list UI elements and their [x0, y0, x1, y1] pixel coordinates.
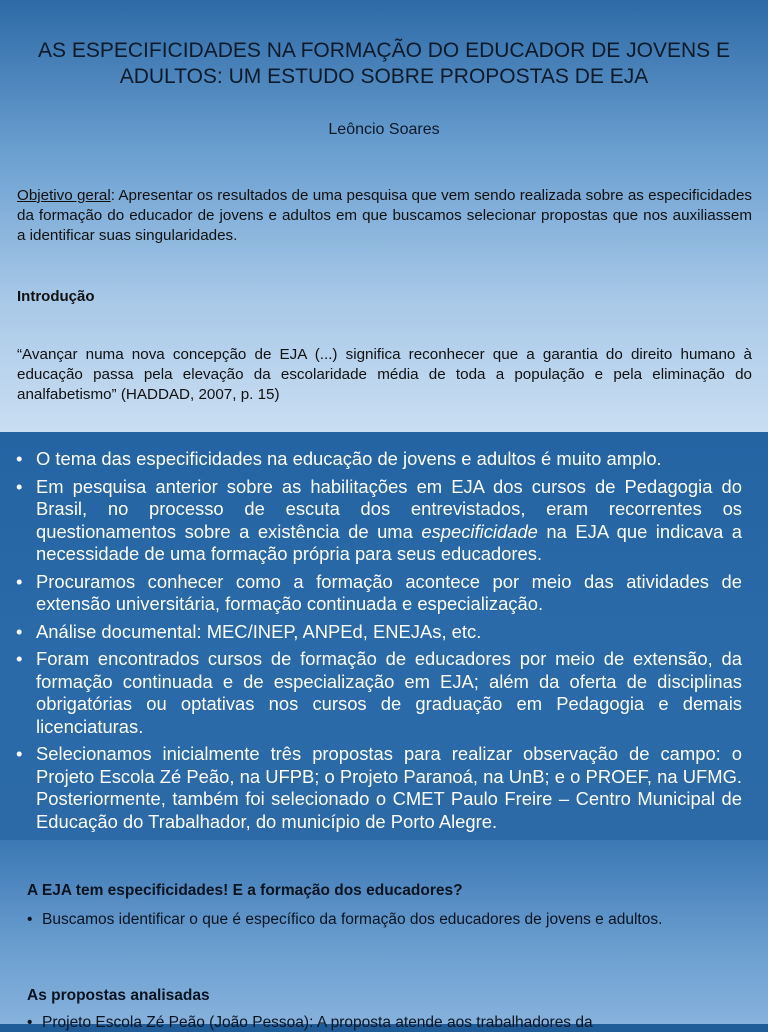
bullet-item: • Selecionamos inicialmente três propostas para realizar observação de campo: o Projeto Escola Zé Peão, na UFPB; o Projeto Paranoá, na UnB; e o PROEF, na UFMG. Posteriormente, também foi selecionado o CMET Paulo Freire – Centro Municipal de Educação do Trabalhador, do município de Porto Alegre. [14, 743, 742, 833]
bullet-item: • Buscamos identificar o que é específico da formação dos educadores de jovens e adultos. [27, 910, 742, 929]
intro-heading: Introdução [17, 288, 95, 305]
slide-1 [0, 0, 768, 432]
bullet-text: na EJA que indicava a necessidade de uma formação própria para seus educadores. [36, 520, 743, 564]
section-heading: A EJA tem especificidades! E a formação dos educadores? [27, 882, 463, 899]
bullet-emphasis: especificidade [421, 520, 538, 542]
author-name: Leôncio Soares [328, 121, 440, 138]
objective-text: : Apresentar os resultados de uma pesquisa que vem sendo realizada sobre as especificidades da formação do educador de jovens e adultos em que buscamos selecionar propostas que nos auxiliassem a identificar suas singularidades. [17, 187, 752, 244]
bullet-item [14, 476, 742, 566]
bullet-item: • Procuramos conhecer como a formação acontece por meio das atividades de extensão universitária, formação continuada e especialização. [14, 571, 742, 616]
bullet-text: Em pesquisa anterior sobre as habilitações em EJA dos cursos de Pedagogia do Brasil, no processo de escuta dos entrevistados, eram recorrentes os questionamentos sobre a existência de uma [36, 475, 742, 542]
slide-2-bullet-list [14, 448, 742, 838]
section-heading: As propostas analisadas [27, 987, 210, 1004]
bullet-item: • Foram encontrados cursos de formação de educadores por meio de extensão, da formação continuada e de especialização em EJA; além da oferta de disciplinas obrigatórias ou optativas nos cursos de graduação em Pedagogia e demais licenciaturas. [14, 648, 742, 738]
bullet-item: • O tema das especificidades na educação de jovens e adultos é muito amplo. [14, 448, 742, 471]
slide-3-bullet-list [27, 910, 742, 929]
objective-label: Objetivo geral [17, 187, 111, 204]
bullet-item-cutoff: • Projeto Escola Zé Peão (João Pessoa): A proposta atende aos trabalhadores da [27, 1013, 768, 1032]
objective-paragraph [17, 186, 752, 246]
quote-paragraph: “Avançar numa nova concepção de EJA (...) significa reconhecer que a garantia do direito humano à educação passa pela elevação da escolaridade média de toda a população e pela eliminação do analfabetismo” (HADDAD, 2007, p. 15) [17, 346, 752, 403]
slide-title: AS ESPECIFICIDADES NA FORMAÇÃO DO EDUCADOR DE JOVENS E ADULTOS: UM ESTUDO SOBRE PROPOSTAS DE EJA [38, 39, 730, 88]
bullet-item: • Análise documental: MEC/INEP, ANPEd, ENEJAs, etc. [14, 621, 742, 644]
